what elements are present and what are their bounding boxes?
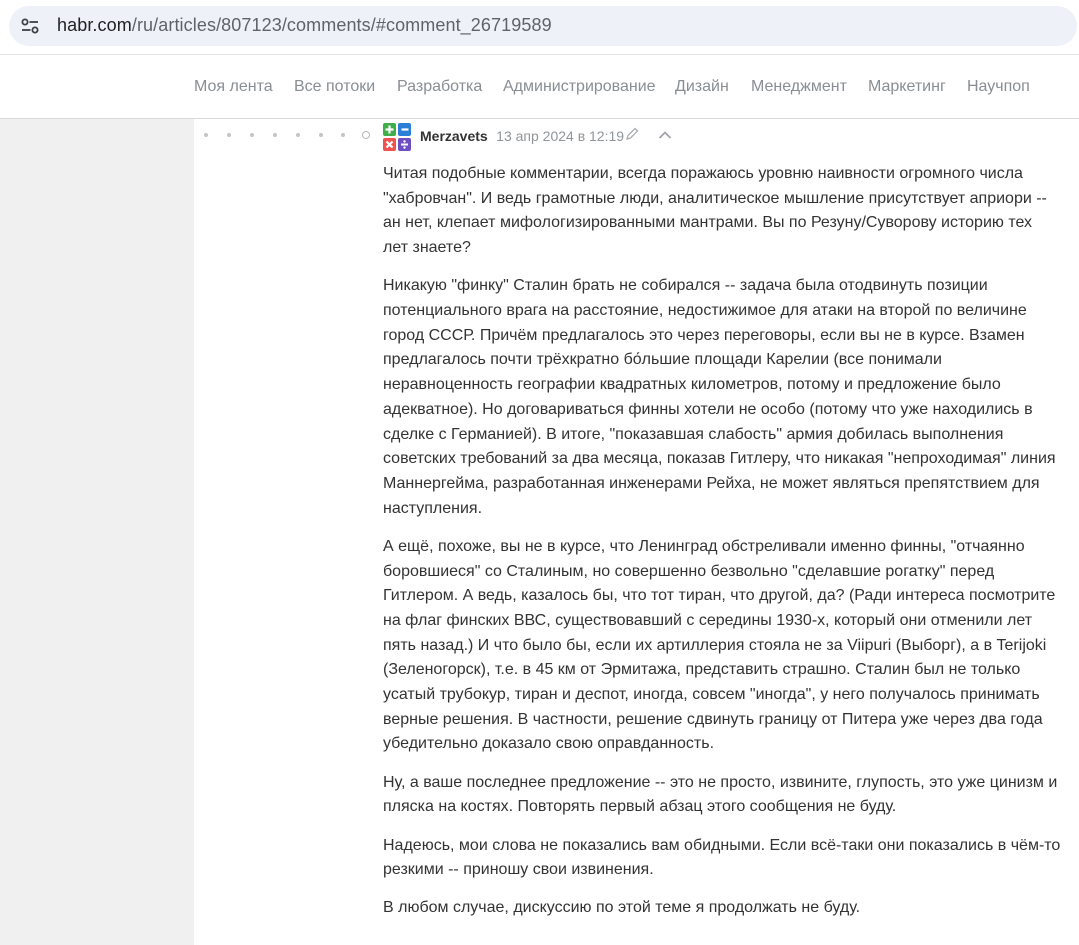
thread-level-dot [273, 133, 277, 137]
comment-author[interactable]: Merzavets [420, 128, 488, 144]
thread-depth-indicator [203, 131, 373, 141]
site-nav [0, 55, 1079, 119]
comment-paragraph: А ещё, похоже, вы не в курсе, что Ленинград обстреливали именно финны, "отчаянно боровшиеся" со Сталиным, но совершенно безвольно "сделавшие рогатку" перед Гитлером. А ведь, казалось бы, что тот тиран, что другой, да? (Ради интереса посмотрите на флаг финских ВВС, существовавший с середины 1930-х, который они отменили лет пять назад.) И что было бы, если их артиллерия стояла не за Viipuri (Выборг), а в Terijoki (Зеленогорск), т.е. в 45 км от Эрмитажа, представить страшно. Сталин был не только усатый трубокур, тиран и деспот, иногда, совсем "иногда", у него получалось принимать верные решения. В частности, решение сдвинуть границу от Питера уже через два года убедительно доказало свою оправданность. [383, 537, 1056, 753]
thread-level-dot [341, 133, 345, 137]
comment-paragraph: Никакую "финку" Сталин брать не собирался -- задача была отодвинуть позиции потенциального врага на расстояние, недостижимое для атаки на второй по величине город СССР. Причём предлагалось это через переговоры, если вы не в курсе. Взамен предлагалось почти трёхкратно бо́льшие площади Карелии (все понимали неравноценность географии квадратных километров, потому и предложение было адекватное). Но договариваться финны хотели не особо (потому что уже находились в сделке с Германией). В итоге, "показавшая слабость" армия добилась выполнения советских требований за два месяца, показав Гитлеру, что никакая "непроходимая" линия Маннергейма, разработанная инженерами Рейха, не может являться препятствием для наступления. [383, 277, 1056, 517]
thread-level-dot [227, 133, 231, 137]
comment-body [383, 162, 1061, 935]
nav-item-marketing[interactable]: Маркетинг [868, 78, 946, 95]
site-settings-icon[interactable] [21, 18, 39, 34]
thread-level-dot [250, 133, 254, 137]
comment-paragraph: В любом случае, дискуссию по этой теме я продолжать не буду. [383, 899, 861, 917]
comment-paragraph: Читая подобные комментарии, всегда поражаюсь уровню наивности огромного числа "хабровчан". И ведь грамотные люди, аналитическое мышление присутствует априори -- ан нет, клепает мифологизированными мантрами. Вы по Резуну/Суворову историю тех лет знаете? [383, 165, 1047, 257]
thread-level-dot [204, 133, 208, 137]
thread-level-dot [296, 133, 300, 137]
thread-level-dot [319, 133, 323, 137]
avatar[interactable] [383, 123, 411, 151]
nav-item-design[interactable]: Дизайн [675, 78, 729, 95]
url-host: habr.com [57, 15, 132, 35]
chevron-up-icon[interactable] [658, 130, 672, 140]
url-text[interactable] [57, 15, 552, 36]
comment-paragraph: Ну, а ваше последнее предложение -- это не просто, извините, глупость, это уже цинизм и пляска на костях. Повторять первый абзац этого сообщения не буду. [383, 773, 1058, 816]
comment-meta [420, 128, 624, 146]
browser-toolbar [0, 0, 1079, 55]
nav-item-management[interactable]: Менеджмент [751, 78, 847, 95]
url-path: /ru/articles/807123/comments/#comment_26719589 [131, 15, 552, 35]
thread-current-level-ring [362, 131, 370, 139]
comment-paragraph: Надеюсь, мои слова не показались вам обидными. Если всё-таки они показались в чём-то резкими -- приношу свои извинения. [383, 836, 1061, 879]
pencil-icon [625, 127, 639, 141]
nav-item-popsci[interactable]: Научпоп [967, 78, 1030, 95]
nav-item-development[interactable]: Разработка [397, 78, 483, 95]
nav-item-administration[interactable]: Администрирование [503, 78, 656, 95]
comment-date[interactable]: 13 апр 2024 в 12:19 [496, 128, 625, 144]
nav-item-all-streams[interactable]: Все потоки [294, 78, 376, 95]
nav-item-my-feed[interactable]: Моя лента [194, 78, 273, 95]
